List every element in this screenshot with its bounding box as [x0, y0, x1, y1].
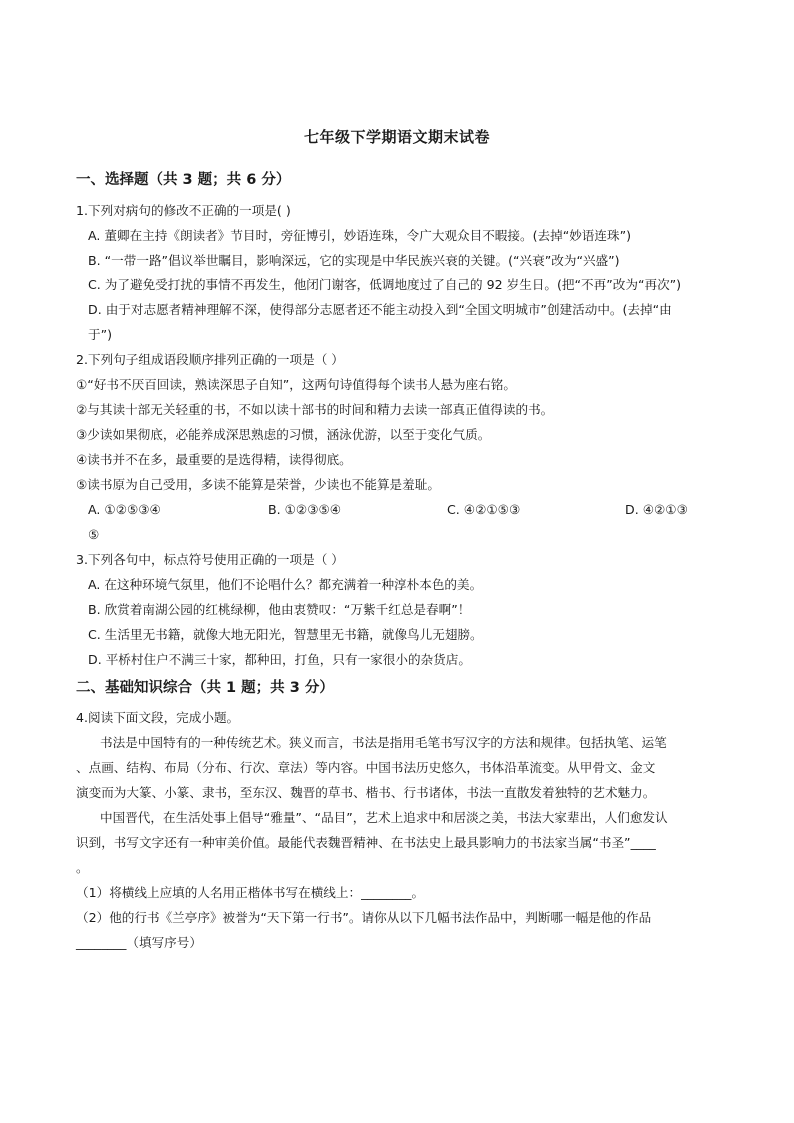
question-2-option-a: A. ①②⑤③④ [88, 502, 161, 517]
question-2-sentence-4: ④读书并不在多，最重要的是选得精，读得彻底。 [76, 452, 352, 467]
page-title: 七年级下学期语文期末试卷 [303, 128, 490, 146]
question-1-option-b: B. “一带一路”倡议举世瞩目，影响深远，它的实现是中华民族兴衰的关键。(“兴衰”改为“兴盛”) [88, 253, 620, 268]
question-1-option-a: A. 董卿在主持《朗读者》节目时，旁征博引，妙语连珠，令广大观众目不暇接。(去掉“妙语连珠”) [88, 228, 632, 243]
passage-paragraph-2-line-2: 识到，书写文字还有一种审美价值。最能代表魏晋精神、在书法史上最具影响力的书法家当属“书圣”____ [76, 835, 656, 850]
question-2-sentence-1: ①“好书不厌百回读，熟读深思子自知”，这两句诗值得每个读书人悬为座右铭。 [76, 377, 516, 392]
question-2-sentence-5: ⑤读书原为自己受用，多读不能算是荣誉，少读也不能算是羞耻。 [76, 477, 440, 492]
sub-question-2-line-1: （2）他的行书《兰亭序》被誉为“天下第一行书”。请你从以下几幅书法作品中，判断哪一幅是他的作品 [76, 910, 652, 925]
question-3-option-b: B. 欣赏着南湖公园的红桃绿柳，他由衷赞叹：“万紫千红总是春啊”！ [88, 602, 471, 617]
question-3-stem: 3.下列各句中，标点符号使用正确的一项是（ ） [76, 552, 344, 567]
question-2-stem: 2.下列句子组成语段顺序排列正确的一项是（ ） [76, 352, 344, 367]
question-1-stem: 1.下列对病句的修改不正确的一项是( ) [76, 203, 291, 218]
question-2-option-b: B. ①②③⑤④ [268, 502, 342, 517]
question-4-stem: 4.阅读下面文段，完成小题。 [76, 710, 240, 725]
question-2-option-c: C. ④②①⑤③ [447, 502, 521, 517]
question-3-option-c: C. 生活里无书籍，就像大地无阳光，智慧里无书籍，就像鸟儿无翅膀。 [88, 627, 483, 642]
sub-question-1: （1）将横线上应填的人名用正楷体书写在横线上：________。 [76, 885, 425, 900]
sub-question-2-line-2: ________（填写序号） [76, 935, 202, 950]
question-2-option-d-continued: ⑤ [88, 527, 100, 542]
passage-paragraph-2-line-1: 中国晋代，在生活处事上倡导“雅量”、“品目”，艺术上追求中和居淡之美，书法大家辈出，人们愈发认 [100, 810, 668, 825]
question-3-option-a: A. 在这种环境气氛里，他们不论唱什么？都充满着一种淳朴本色的美。 [88, 577, 483, 592]
passage-paragraph-2-line-3: 。 [76, 860, 89, 875]
question-1-option-d: D. 由于对志愿者精神理解不深，使得部分志愿者还不能主动投入到“全国文明城市”创建活动中。(去掉“由 [88, 302, 672, 317]
question-1-option-c: C. 为了避免受打扰的事情不再发生，他闭门谢客，低调地度过了自己的 92 岁生日。(把“不再”改为“再次”) [88, 277, 682, 292]
question-3-option-d: D. 平桥村住户不满三十家，都种田，打鱼，只有一家很小的杂货店。 [88, 652, 471, 667]
section-heading-choice: 一、选择题（共 3 题；共 6 分） [76, 172, 291, 188]
section-heading-basics: 二、基础知识综合（共 1 题；共 3 分） [76, 680, 334, 696]
passage-paragraph-1-line-3: 演变而为大篆、小篆、隶书，至东汉、魏晋的草书、楷书、行书诸体，书法一直散发着独特的艺术魅力。 [76, 785, 656, 800]
question-1-option-d-continued: 于”) [88, 327, 113, 342]
passage-paragraph-1-line-1: 书法是中国特有的一种传统艺术。狭义而言，书法是指用毛笔书写汉字的方法和规律。包括执笔、运笔 [100, 735, 667, 750]
passage-paragraph-1-line-2: 、点画、结构、布局（分布、行次、章法）等内容。中国书法历史悠久，书体沿革流变。从甲骨文、金文 [76, 760, 656, 775]
question-2-sentence-3: ③少读如果彻底，必能养成深思熟虑的习惯，涵泳优游，以至于变化气质。 [76, 427, 491, 442]
question-2-option-d: D. ④②①③ [625, 502, 688, 517]
question-2-sentence-2: ②与其读十部无关轻重的书，不如以读十部书的时间和精力去读一部真正值得读的书。 [76, 402, 554, 417]
